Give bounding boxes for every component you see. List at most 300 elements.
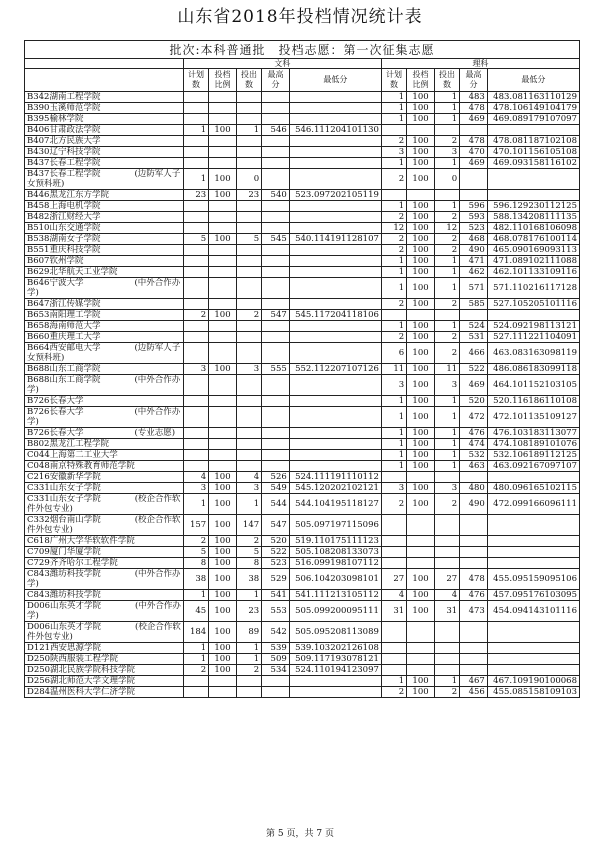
value-cell: 1 <box>236 125 261 136</box>
value-cell <box>460 169 488 190</box>
value-cell <box>381 643 406 654</box>
table-row <box>25 92 580 103</box>
value-cell <box>209 428 237 439</box>
value-cell: 1 <box>434 461 459 472</box>
value-cell <box>434 547 459 558</box>
value-cell <box>236 687 261 698</box>
value-cell: 509.117193078121 <box>289 654 381 665</box>
value-cell: 523.097202105119 <box>289 190 381 201</box>
school-name-cell: B482浙江财经大学 <box>25 212 184 223</box>
table-row <box>25 223 580 234</box>
value-cell <box>209 450 237 461</box>
value-cell: 3 <box>381 147 406 158</box>
column-header-row <box>25 69 580 92</box>
value-cell <box>236 676 261 687</box>
value-cell: 100 <box>209 558 237 569</box>
value-cell: 1 <box>381 256 406 267</box>
value-cell: 2 <box>381 169 406 190</box>
value-cell <box>236 92 261 103</box>
table-row <box>25 461 580 472</box>
table-row <box>25 375 580 396</box>
value-cell: 2 <box>434 245 459 256</box>
value-cell <box>487 310 579 321</box>
value-cell: 457.095176103095 <box>487 590 579 601</box>
value-cell <box>262 428 290 439</box>
value-cell <box>262 461 290 472</box>
value-cell: 539.103202126108 <box>289 643 381 654</box>
value-cell <box>289 396 381 407</box>
value-cell: 2 <box>236 536 261 547</box>
table-row <box>25 622 580 643</box>
value-cell <box>289 450 381 461</box>
value-cell <box>236 201 261 212</box>
value-cell: 1 <box>434 450 459 461</box>
value-cell: 470.101156105108 <box>487 147 579 158</box>
table-row <box>25 190 580 201</box>
value-cell: 526 <box>262 472 290 483</box>
value-cell: 468.078176100114 <box>487 234 579 245</box>
value-cell <box>236 428 261 439</box>
school-name-cell: B407北方民族大学 <box>25 136 184 147</box>
value-cell: 100 <box>407 114 435 125</box>
school-name-cell: C044上海第二工业大学 <box>25 450 184 461</box>
value-cell: 100 <box>407 245 435 256</box>
value-cell <box>183 147 208 158</box>
value-cell: 3 <box>381 375 406 396</box>
value-cell <box>289 103 381 114</box>
value-cell <box>183 136 208 147</box>
value-cell <box>209 103 237 114</box>
value-cell <box>407 515 435 536</box>
value-cell: 38 <box>183 569 208 590</box>
value-cell: 486.086183099118 <box>487 364 579 375</box>
value-cell <box>487 665 579 676</box>
school-name-cell: B395榆林学院 <box>25 114 184 125</box>
value-cell: 505.095208113089 <box>289 622 381 643</box>
value-cell: 23 <box>236 190 261 201</box>
value-cell: 524.110194123097 <box>289 665 381 676</box>
value-cell: 1 <box>381 278 406 299</box>
value-cell: 100 <box>209 515 237 536</box>
value-cell <box>183 299 208 310</box>
value-cell <box>289 267 381 278</box>
value-cell <box>289 407 381 428</box>
value-cell: 100 <box>407 450 435 461</box>
value-cell: 100 <box>407 147 435 158</box>
value-cell: 466 <box>460 343 488 364</box>
value-cell: 1 <box>434 256 459 267</box>
value-cell: 100 <box>407 407 435 428</box>
value-cell: 480.096165102115 <box>487 483 579 494</box>
table-row <box>25 450 580 461</box>
value-cell: 100 <box>407 201 435 212</box>
value-cell <box>236 114 261 125</box>
value-cell: 31 <box>381 601 406 622</box>
value-cell: 100 <box>209 125 237 136</box>
table-row <box>25 234 580 245</box>
value-cell: 478.081187102108 <box>487 136 579 147</box>
value-cell: 2 <box>434 687 459 698</box>
school-name-cell: B406甘肃政法学院 <box>25 125 184 136</box>
value-cell: 468 <box>460 234 488 245</box>
value-cell: 1 <box>183 654 208 665</box>
value-cell <box>487 472 579 483</box>
school-name-cell: D250湖北民族学院科技学院 <box>25 665 184 676</box>
table-row <box>25 125 580 136</box>
value-cell: 6 <box>381 343 406 364</box>
value-cell: 1 <box>434 407 459 428</box>
value-cell <box>183 92 208 103</box>
value-cell: 100 <box>407 267 435 278</box>
value-cell: 23 <box>236 601 261 622</box>
table-row <box>25 201 580 212</box>
table-row <box>25 558 580 569</box>
value-cell: 520 <box>460 396 488 407</box>
value-cell <box>460 547 488 558</box>
value-cell <box>236 343 261 364</box>
table-row <box>25 494 580 515</box>
value-cell: 541.111213105112 <box>289 590 381 601</box>
value-cell <box>289 256 381 267</box>
value-cell <box>209 332 237 343</box>
value-cell <box>209 343 237 364</box>
value-cell: 2 <box>183 665 208 676</box>
value-cell <box>407 654 435 665</box>
table-row <box>25 601 580 622</box>
value-cell: 4 <box>236 472 261 483</box>
value-cell <box>487 547 579 558</box>
value-cell: 523 <box>262 558 290 569</box>
value-cell: 505.099200095111 <box>289 601 381 622</box>
value-cell: 549 <box>262 483 290 494</box>
value-cell: 519.110175111123 <box>289 536 381 547</box>
value-cell <box>434 558 459 569</box>
value-cell: 540.114191128107 <box>289 234 381 245</box>
school-name-cell: B510山东交通学院 <box>25 223 184 234</box>
value-cell: 1 <box>434 396 459 407</box>
value-cell: 100 <box>407 234 435 245</box>
value-cell <box>236 147 261 158</box>
value-cell: 157 <box>183 515 208 536</box>
value-cell <box>460 515 488 536</box>
value-cell <box>183 375 208 396</box>
school-name-cell: B726长春大学 (中外合作办学) <box>25 407 184 428</box>
value-cell <box>262 103 290 114</box>
value-cell: 464.101152103105 <box>487 375 579 396</box>
value-cell: 463 <box>460 461 488 472</box>
school-name-cell: C216安徽新华学院 <box>25 472 184 483</box>
value-cell: 478 <box>460 136 488 147</box>
value-cell: 1 <box>381 439 406 450</box>
table-row <box>25 676 580 687</box>
school-name-cell: B446黑龙江东方学院 <box>25 190 184 201</box>
value-cell <box>487 558 579 569</box>
value-cell: 3 <box>183 364 208 375</box>
value-cell: 555 <box>262 364 290 375</box>
value-cell <box>183 428 208 439</box>
value-cell: 2 <box>434 212 459 223</box>
value-cell: 27 <box>381 569 406 590</box>
value-cell: 527.105205101116 <box>487 299 579 310</box>
value-cell: 524 <box>460 321 488 332</box>
value-cell: 522 <box>460 364 488 375</box>
value-cell <box>262 245 290 256</box>
value-cell: 2 <box>434 494 459 515</box>
value-cell: 596.129230112125 <box>487 201 579 212</box>
value-cell: 2 <box>381 245 406 256</box>
value-cell <box>289 92 381 103</box>
value-cell <box>209 147 237 158</box>
value-cell: 2 <box>434 299 459 310</box>
school-name-cell: C729齐齐哈尔工程学院 <box>25 558 184 569</box>
table-row <box>25 472 580 483</box>
value-cell: 1 <box>381 407 406 428</box>
value-cell: 1 <box>236 654 261 665</box>
value-cell: 100 <box>407 590 435 601</box>
value-cell <box>262 201 290 212</box>
value-cell <box>487 125 579 136</box>
value-cell: 547 <box>262 515 290 536</box>
value-cell: 478 <box>460 103 488 114</box>
value-cell: 100 <box>209 483 237 494</box>
value-cell: 23 <box>183 190 208 201</box>
value-cell: 472.101135109127 <box>487 407 579 428</box>
value-cell: 2 <box>381 494 406 515</box>
value-cell: 571 <box>460 278 488 299</box>
value-cell <box>407 547 435 558</box>
value-cell <box>209 201 237 212</box>
value-cell: 524.111191110112 <box>289 472 381 483</box>
value-cell <box>262 321 290 332</box>
value-cell <box>236 321 261 332</box>
value-cell: 547 <box>262 310 290 321</box>
value-cell: 100 <box>407 396 435 407</box>
table-row <box>25 147 580 158</box>
value-cell <box>262 676 290 687</box>
value-cell: 524.092198113121 <box>487 321 579 332</box>
value-cell <box>460 622 488 643</box>
value-cell: 38 <box>236 569 261 590</box>
value-cell <box>460 472 488 483</box>
value-cell <box>183 223 208 234</box>
value-cell: 100 <box>407 92 435 103</box>
value-cell: 27 <box>434 569 459 590</box>
value-cell <box>434 515 459 536</box>
value-cell: 2 <box>183 536 208 547</box>
value-cell <box>381 125 406 136</box>
value-cell <box>289 687 381 698</box>
value-cell: 1 <box>434 267 459 278</box>
value-cell: 522 <box>262 547 290 558</box>
value-cell <box>209 407 237 428</box>
value-cell: 471.089102111088 <box>487 256 579 267</box>
school-name-cell: B646宁波大学 (中外合作办学) <box>25 278 184 299</box>
value-cell <box>209 92 237 103</box>
value-cell <box>209 676 237 687</box>
value-cell: 100 <box>407 103 435 114</box>
science-group-header: 理科 <box>381 59 579 69</box>
value-cell <box>236 158 261 169</box>
value-cell <box>460 558 488 569</box>
value-cell: 490 <box>460 245 488 256</box>
value-cell: 100 <box>209 654 237 665</box>
table-row <box>25 687 580 698</box>
value-cell: 505.097197115096 <box>289 515 381 536</box>
school-name-cell: C618广州大学华软软件学院 <box>25 536 184 547</box>
value-cell: 469.093158116102 <box>487 158 579 169</box>
value-cell <box>209 299 237 310</box>
value-cell: 100 <box>209 643 237 654</box>
value-cell <box>381 536 406 547</box>
value-cell: 1 <box>434 676 459 687</box>
value-cell <box>183 212 208 223</box>
value-cell <box>434 654 459 665</box>
value-cell: 456 <box>460 687 488 698</box>
value-cell <box>289 321 381 332</box>
school-name-cell: B437长春工程学院 <box>25 158 184 169</box>
value-cell: 593 <box>460 212 488 223</box>
value-cell <box>434 643 459 654</box>
value-cell: 100 <box>209 310 237 321</box>
column-header: 计划数 <box>183 69 208 92</box>
value-cell: 588.134208111135 <box>487 212 579 223</box>
value-cell <box>487 190 579 201</box>
value-cell: 184 <box>183 622 208 643</box>
value-cell: 100 <box>407 278 435 299</box>
value-cell <box>434 536 459 547</box>
table-row <box>25 483 580 494</box>
value-cell: 545.117204118106 <box>289 310 381 321</box>
value-cell <box>487 654 579 665</box>
school-name-cell: B390玉溪师范学院 <box>25 103 184 114</box>
table-row <box>25 569 580 590</box>
value-cell: 1 <box>183 494 208 515</box>
value-cell: 4 <box>434 590 459 601</box>
value-cell: 12 <box>381 223 406 234</box>
value-cell <box>487 536 579 547</box>
table-row <box>25 212 580 223</box>
value-cell <box>236 245 261 256</box>
value-cell: 478 <box>460 569 488 590</box>
value-cell <box>434 665 459 676</box>
value-cell: 1 <box>381 676 406 687</box>
value-cell: 100 <box>209 601 237 622</box>
value-cell: 1 <box>381 450 406 461</box>
value-cell <box>209 461 237 472</box>
value-cell <box>434 125 459 136</box>
value-cell: 476.103183113077 <box>487 428 579 439</box>
value-cell: 100 <box>407 343 435 364</box>
value-cell <box>460 643 488 654</box>
table-row <box>25 299 580 310</box>
value-cell: 472.099166096111 <box>487 494 579 515</box>
value-cell: 1 <box>434 114 459 125</box>
value-cell <box>209 212 237 223</box>
table-row <box>25 103 580 114</box>
value-cell: 100 <box>407 212 435 223</box>
value-cell <box>289 212 381 223</box>
value-cell: 1 <box>381 92 406 103</box>
value-cell <box>262 332 290 343</box>
value-cell: 100 <box>407 428 435 439</box>
value-cell: 476 <box>460 428 488 439</box>
value-cell <box>236 256 261 267</box>
column-header <box>25 69 184 92</box>
value-cell <box>407 310 435 321</box>
value-cell: 546.111204101130 <box>289 125 381 136</box>
value-cell <box>236 223 261 234</box>
value-cell <box>460 665 488 676</box>
value-cell <box>262 343 290 364</box>
school-name-cell: C331山东女子学院 <box>25 483 184 494</box>
page-footer: 第 5 页，共 7 页 <box>266 829 334 839</box>
value-cell: 100 <box>407 375 435 396</box>
arts-group-header: 文科 <box>183 59 381 69</box>
table-row <box>25 364 580 375</box>
value-cell: 100 <box>407 494 435 515</box>
value-cell: 1 <box>236 643 261 654</box>
value-cell <box>183 267 208 278</box>
value-cell: 11 <box>434 364 459 375</box>
table-row <box>25 267 580 278</box>
value-cell: 100 <box>209 169 237 190</box>
value-cell: 454.094143101116 <box>487 601 579 622</box>
value-cell: 100 <box>407 439 435 450</box>
value-cell: 1 <box>434 278 459 299</box>
value-cell <box>183 256 208 267</box>
value-cell: 31 <box>434 601 459 622</box>
value-cell: 100 <box>209 190 237 201</box>
value-cell: 3 <box>381 483 406 494</box>
value-cell: 100 <box>209 536 237 547</box>
value-cell: 1 <box>434 201 459 212</box>
value-cell <box>183 439 208 450</box>
value-cell <box>236 278 261 299</box>
table-row <box>25 547 580 558</box>
value-cell <box>236 375 261 396</box>
value-cell <box>209 245 237 256</box>
value-cell: 1 <box>381 267 406 278</box>
value-cell <box>262 147 290 158</box>
value-cell <box>183 676 208 687</box>
column-header: 最低分 <box>487 69 579 92</box>
value-cell: 467.109190100068 <box>487 676 579 687</box>
value-cell: 534 <box>262 665 290 676</box>
value-cell: 100 <box>209 364 237 375</box>
page-title: 山东省2018年投档情况统计表 <box>177 7 423 27</box>
value-cell: 455.085158109103 <box>487 687 579 698</box>
table-row <box>25 256 580 267</box>
value-cell: 4 <box>381 590 406 601</box>
value-cell: 1 <box>381 114 406 125</box>
value-cell: 2 <box>434 343 459 364</box>
value-cell <box>236 439 261 450</box>
value-cell: 100 <box>209 590 237 601</box>
value-cell: 3 <box>183 483 208 494</box>
value-cell <box>236 267 261 278</box>
value-cell <box>289 169 381 190</box>
batch-subtitle: 批次:本科普通批 投档志愿：第一次征集志愿 <box>25 41 580 59</box>
statistics-table <box>24 40 580 698</box>
value-cell <box>289 428 381 439</box>
table-row <box>25 158 580 169</box>
value-cell: 462 <box>460 267 488 278</box>
value-cell: 509 <box>262 654 290 665</box>
value-cell: 100 <box>407 364 435 375</box>
value-cell: 571.110216117128 <box>487 278 579 299</box>
value-cell <box>209 223 237 234</box>
value-cell <box>289 343 381 364</box>
